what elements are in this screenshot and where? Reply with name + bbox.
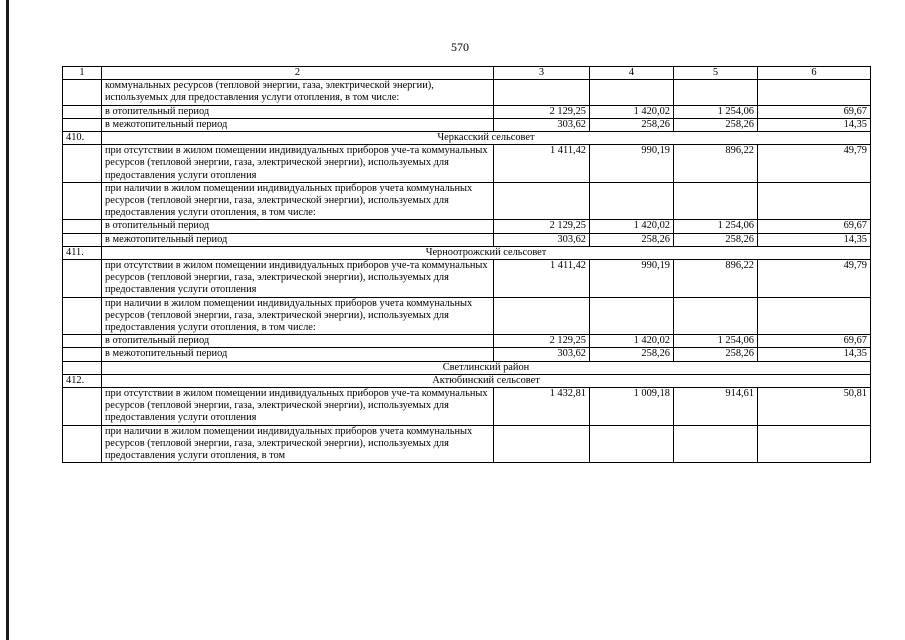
header-cell: 4	[590, 67, 674, 80]
value-col3: 303,62	[494, 233, 590, 246]
empty-cell	[494, 425, 590, 463]
section-row	[63, 132, 871, 145]
text-row	[63, 182, 871, 220]
page-number: 570	[451, 40, 469, 54]
empty-cell	[758, 425, 871, 463]
table-row	[63, 335, 871, 348]
table-row	[63, 233, 871, 246]
value-col3: 303,62	[494, 118, 590, 131]
value-col6: 69,67	[758, 335, 871, 348]
table-row	[63, 388, 871, 426]
empty-cell	[494, 297, 590, 335]
tariff-table	[62, 66, 871, 463]
value-col6: 69,67	[758, 105, 871, 118]
row-description: при отсутствии в жилом помещении индивидуальных приборов уче-та коммунальных ресурсов (тепловой энергии, газа, электрической энергии), используемых для предоставления услуги отопления	[102, 145, 494, 183]
section-number: 412.	[63, 374, 102, 387]
value-col4: 1 420,02	[590, 105, 674, 118]
value-col5: 914,61	[674, 388, 758, 426]
empty-cell	[758, 297, 871, 335]
empty-cell	[758, 182, 871, 220]
value-col5: 1 254,06	[674, 220, 758, 233]
row-description: при наличии в жилом помещении индивидуальных приборов учета коммунальных ресурсов (тепловой энергии, газа, электрической энергии), используемых для предоставления услуги отопления, в том числе:	[102, 297, 494, 335]
empty-cell	[63, 388, 102, 426]
header-row	[63, 67, 871, 80]
value-col5: 1 254,06	[674, 105, 758, 118]
empty-cell	[758, 80, 871, 105]
value-col5: 896,22	[674, 145, 758, 183]
value-col6: 14,35	[758, 233, 871, 246]
table-row	[63, 348, 871, 361]
value-col6: 14,35	[758, 118, 871, 131]
value-col5: 258,26	[674, 348, 758, 361]
value-col4: 1 420,02	[590, 335, 674, 348]
value-col3: 1 411,42	[494, 145, 590, 183]
row-description: в отопительный период	[102, 335, 494, 348]
empty-cell	[63, 145, 102, 183]
value-col3: 2 129,25	[494, 335, 590, 348]
value-col5: 258,26	[674, 233, 758, 246]
text-row	[63, 80, 871, 105]
empty-cell	[590, 425, 674, 463]
district-title: Светлинский район	[102, 361, 871, 374]
section-row	[63, 246, 871, 259]
row-description: при наличии в жилом помещении индивидуальных приборов учета коммунальных ресурсов (тепловой энергии, газа, электрической энергии), используемых для предоставления услуги отопления, в том	[102, 425, 494, 463]
value-col6: 69,67	[758, 220, 871, 233]
text-row	[63, 425, 871, 463]
row-description: в межотопительный период	[102, 233, 494, 246]
empty-cell	[63, 105, 102, 118]
empty-cell	[63, 182, 102, 220]
row-description: в отопительный период	[102, 220, 494, 233]
empty-cell	[63, 297, 102, 335]
section-title: Черноотрожский сельсовет	[102, 246, 871, 259]
value-col3: 303,62	[494, 348, 590, 361]
empty-cell	[494, 182, 590, 220]
section-number: 410.	[63, 132, 102, 145]
empty-cell	[63, 425, 102, 463]
row-description: в отопительный период	[102, 105, 494, 118]
value-col4: 990,19	[590, 145, 674, 183]
empty-cell	[590, 182, 674, 220]
table-row	[63, 145, 871, 183]
row-description: при наличии в жилом помещении индивидуальных приборов учета коммунальных ресурсов (тепловой энергии, газа, электрической энергии), используемых для предоставления услуги отопления, в том числе:	[102, 182, 494, 220]
value-col6: 49,79	[758, 260, 871, 298]
row-description: в межотопительный период	[102, 348, 494, 361]
page-edge-bar	[6, 0, 9, 640]
row-description: при отсутствии в жилом помещении индивидуальных приборов уче-та коммунальных ресурсов (тепловой энергии, газа, электрической энергии), используемых для предоставления услуги отопления	[102, 260, 494, 298]
value-col4: 258,26	[590, 233, 674, 246]
section-title: Актюбинский сельсовет	[102, 374, 871, 387]
value-col6: 49,79	[758, 145, 871, 183]
empty-cell	[494, 80, 590, 105]
empty-cell	[674, 80, 758, 105]
empty-cell	[63, 80, 102, 105]
value-col4: 258,26	[590, 348, 674, 361]
value-col3: 1 411,42	[494, 260, 590, 298]
empty-cell	[63, 233, 102, 246]
table-row	[63, 220, 871, 233]
table-row	[63, 118, 871, 131]
district-row	[63, 361, 871, 374]
value-col5: 896,22	[674, 260, 758, 298]
value-col4: 1 009,18	[590, 388, 674, 426]
empty-cell	[674, 182, 758, 220]
value-col4: 990,19	[590, 260, 674, 298]
value-col4: 258,26	[590, 118, 674, 131]
section-number: 411.	[63, 246, 102, 259]
value-col6: 14,35	[758, 348, 871, 361]
section-title: Черкасский сельсовет	[102, 132, 871, 145]
value-col3: 2 129,25	[494, 105, 590, 118]
text-row	[63, 297, 871, 335]
value-col3: 1 432,81	[494, 388, 590, 426]
empty-cell	[63, 335, 102, 348]
header-cell: 5	[674, 67, 758, 80]
table-row	[63, 105, 871, 118]
empty-cell	[63, 118, 102, 131]
value-col3: 2 129,25	[494, 220, 590, 233]
empty-cell	[590, 80, 674, 105]
row-description: коммунальных ресурсов (тепловой энергии, газа, электрической энергии), используемых для предоставления услуги отопления, в том числе:	[102, 80, 494, 105]
row-description: в межотопительный период	[102, 118, 494, 131]
header-cell: 3	[494, 67, 590, 80]
empty-cell	[590, 297, 674, 335]
value-col5: 258,26	[674, 118, 758, 131]
empty-cell	[63, 361, 102, 374]
header-cell: 6	[758, 67, 871, 80]
empty-cell	[63, 348, 102, 361]
row-description: при отсутствии в жилом помещении индивидуальных приборов уче-та коммунальных ресурсов (тепловой энергии, газа, электрической энергии), используемых для предоставления услуги отопления	[102, 388, 494, 426]
value-col6: 50,81	[758, 388, 871, 426]
empty-cell	[63, 220, 102, 233]
header-cell: 2	[102, 67, 494, 80]
section-row	[63, 374, 871, 387]
empty-cell	[674, 297, 758, 335]
value-col5: 1 254,06	[674, 335, 758, 348]
table-row	[63, 260, 871, 298]
empty-cell	[674, 425, 758, 463]
empty-cell	[63, 260, 102, 298]
value-col4: 1 420,02	[590, 220, 674, 233]
header-cell: 1	[63, 67, 102, 80]
